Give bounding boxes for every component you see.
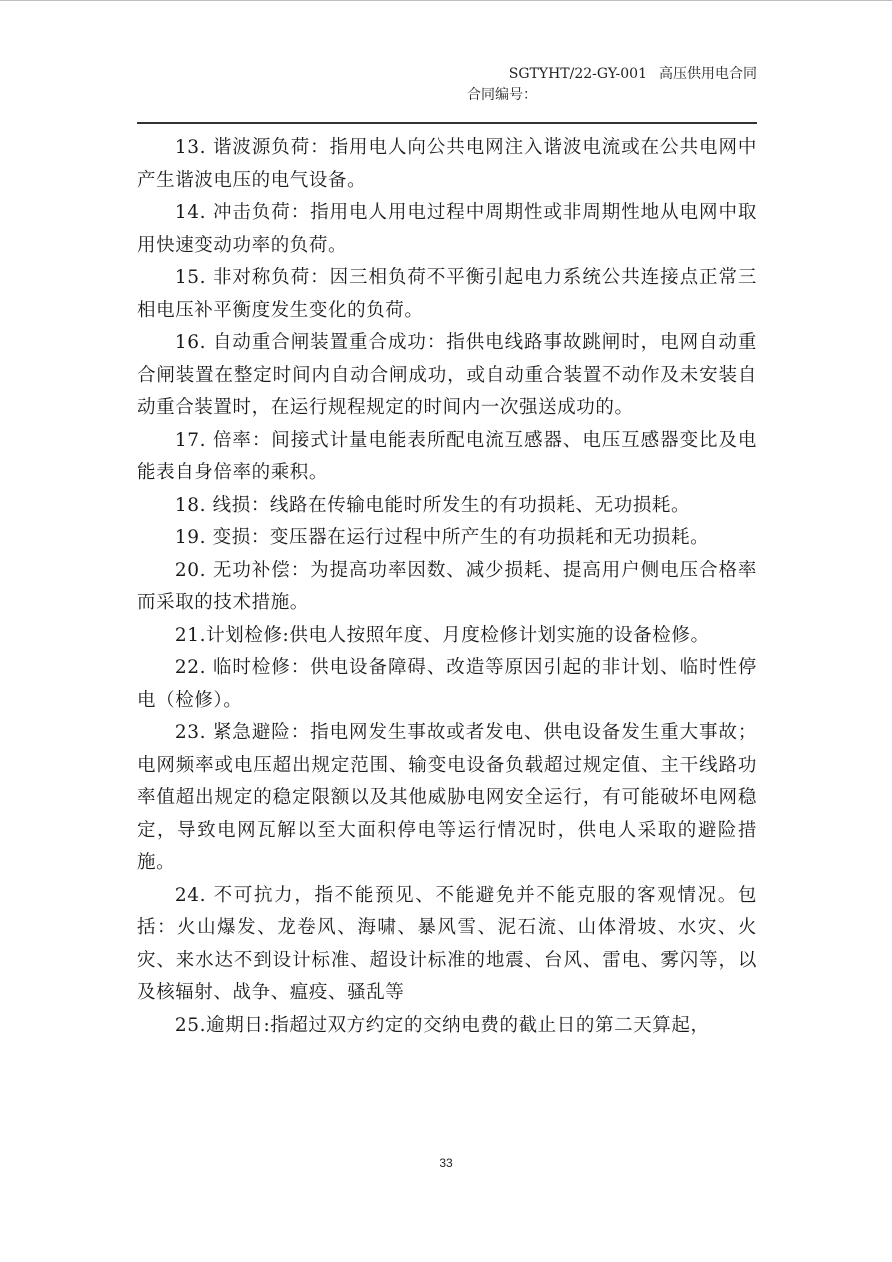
paragraph-25: 25.逾期日:指超过双方约定的交纳电费的截止日的第二天算起，	[174, 1014, 710, 1036]
header-divider	[137, 122, 757, 124]
contract-title: 高压供用电合同	[659, 66, 757, 82]
contract-code: SGTYHT/22-GY-001	[508, 66, 647, 82]
paragraph-20: 20. 无功补偿：为提高功率因数、减少损耗、提高用户侧电压合格率而采取的技术措施。	[137, 559, 757, 613]
paragraph-15: 15. 非对称负荷：因三相负荷不平衡引起电力系统公共连接点正常三相电压补平衡度发生变化的负荷。	[137, 267, 757, 321]
paragraph-17: 17. 倍率：间接式计量电能表所配电流互感器、电压互感器变比及电能表自身倍率的乘积。	[137, 429, 757, 483]
paragraph-24: 24. 不可抗力，指不能预见、不能避免并不能克服的客观情况。包括：火山爆发、龙卷风、海啸、暴风雪、泥石流、山体滑坡、水灾、火灾、来水达不到设计标准、超设计标准的地震、台风、雷电、雾闪等，以及核辐射、战争、瘟疫、骚乱等	[137, 884, 757, 1003]
paragraph-21: 21.计划检修:供电人按照年度、月度检修计划实施的设备检修。	[174, 624, 710, 646]
header-contract-line	[137, 64, 757, 84]
contract-number-label: 合同编号：	[467, 87, 537, 103]
paragraph-13: 13. 谐波源负荷：指用电人向公共电网注入谐波电流或在公共电网中产生谐波电压的电气设备。	[137, 137, 757, 191]
paragraph-19: 19. 变损：变压器在运行过程中所产生的有功损耗和无功损耗。	[174, 527, 710, 548]
document-body	[137, 132, 757, 1042]
paragraph-22: 22. 临时检修：供电设备障碍、改造等原因引起的非计划、临时性停电（检修）。	[137, 657, 757, 711]
page-header	[137, 64, 757, 106]
paragraph-16: 16. 自动重合闸装置重合成功：指供电线路事故跳闸时，电网自动重合闸装置在整定时间内自动合闸成功，或自动重合装置不动作及未安装自动重合装置时，在运行规程规定的时间内一次强送成功的。	[137, 332, 757, 418]
paragraph-18: 18. 线损：线路在传输电能时所发生的有功损耗、无功损耗。	[174, 494, 691, 516]
page-number: 33	[439, 1156, 453, 1170]
paragraph-23: 23. 紧急避险：指电网发生事故或者发电、供电设备发生重大事故；电网频率或电压超出规定范围、输变电设备负载超过规定值、主干线路功率值超出规定的稳定限额以及其他威胁电网安全运行，有可能破坏电网稳定，导致电网瓦解以至大面积停电等运行情况时，供电人采取的避险措施。	[137, 722, 757, 873]
paragraph-14: 14. 冲击负荷：指用电人用电过程中周期性或非周期性地从电网中取用快速变动功率的负荷。	[137, 202, 757, 256]
page-top-border	[0, 0, 892, 1]
